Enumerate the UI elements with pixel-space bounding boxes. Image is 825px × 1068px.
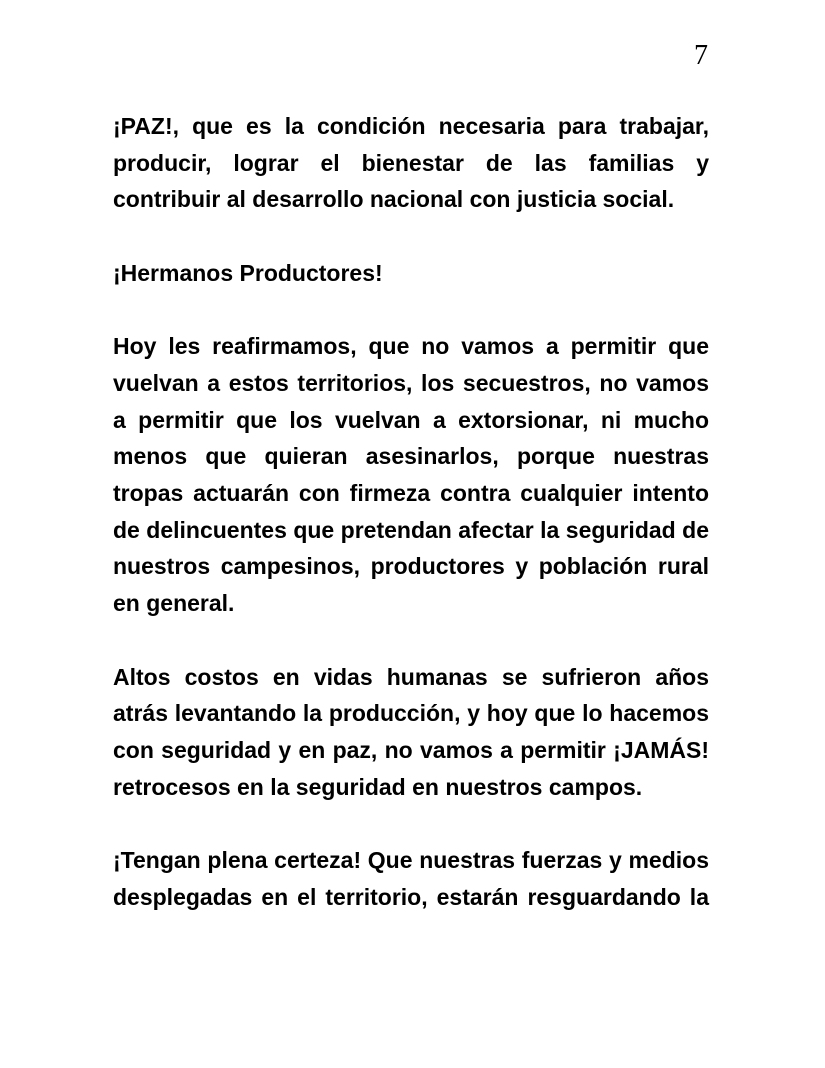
- paragraph: ¡Hermanos Productores!: [113, 259, 383, 286]
- document-body: [113, 108, 709, 915]
- paragraph: Altos costos en vidas humanas se sufrieron años atrás levantando la producción, y hoy que lo hacemos con seguridad y en paz, no vamos a permitir ¡JAMÁS! retrocesos en la seguridad en nuestros campos.: [113, 663, 709, 800]
- paragraph: Hoy les reafirmamos, que no vamos a permitir que vuelvan a estos territorios, los secuestros, no vamos a permitir que los vuelvan a extorsionar, ni mucho menos que quieran asesinarlos, porque nuestras tropas actuarán con firmeza contra cualquier intento de delincuentes que pretendan afectar la seguridad de nuestros campesinos, productores y población rural en general.: [113, 333, 709, 617]
- paragraph: ¡Tengan plena certeza! Que nuestras fuerzas y medios desplegadas en el territorio, estarán resguardando la: [113, 847, 709, 910]
- paragraph: ¡PAZ!, que es la condición necesaria para trabajar, producir, lograr el bienestar de las familias y contribuir al desarrollo nacional con justicia social.: [113, 113, 709, 213]
- page-number: 7: [694, 40, 708, 71]
